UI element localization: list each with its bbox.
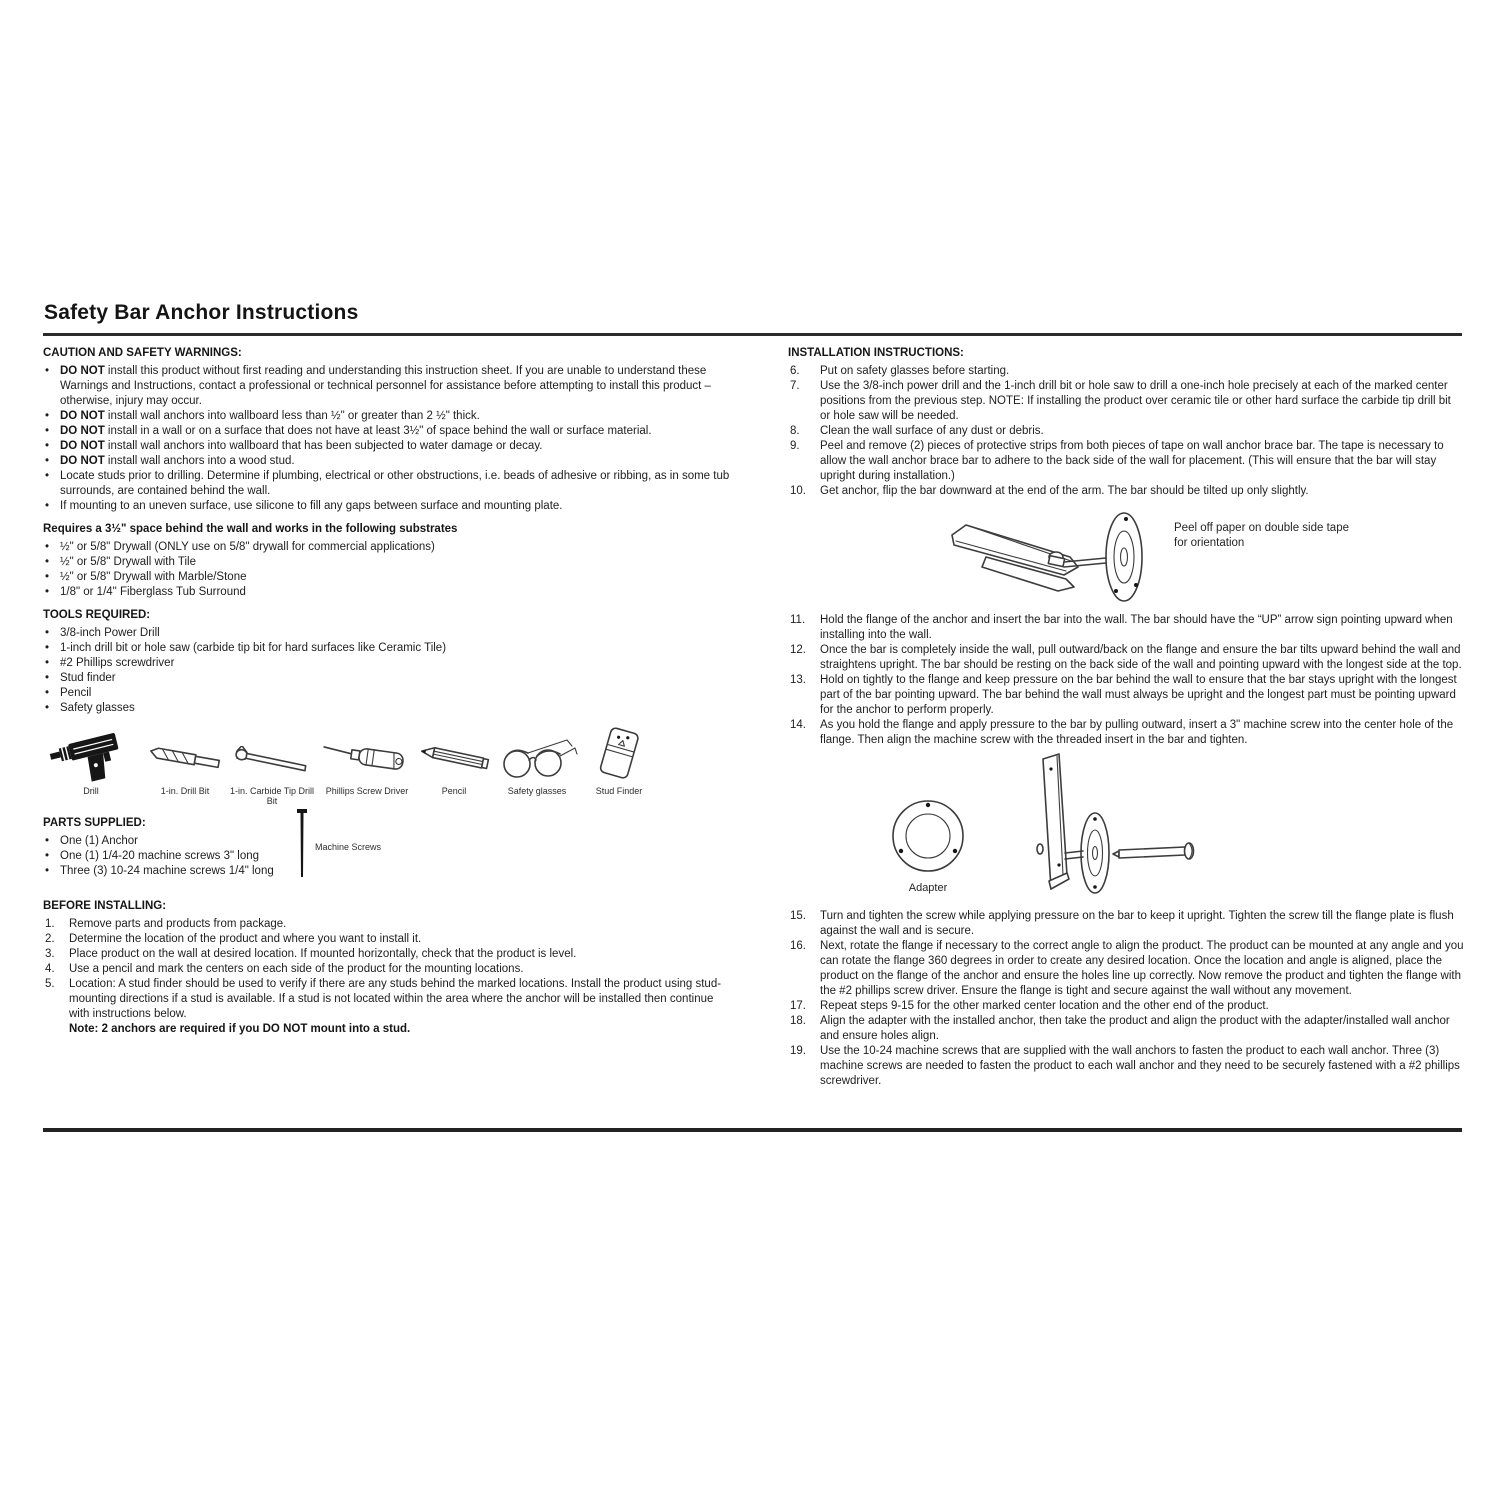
step-number: 13. [790, 674, 806, 686]
carbide-bit-icon [232, 746, 312, 776]
tool-item-text: 3/8-inch Power Drill [60, 627, 160, 639]
tool-item-text: Pencil [60, 687, 92, 699]
bullet-glyph: • [45, 586, 50, 598]
bullet-glyph: • [45, 455, 50, 467]
tool-label: Drill [83, 786, 99, 796]
bullet-glyph: • [45, 702, 50, 714]
substrate-item-text: 1/8" or 1/4" Fiberglass Tub Surround [60, 586, 246, 598]
phillips-screwdriver-icon [321, 742, 413, 774]
bullet-glyph: • [45, 865, 50, 877]
caution-list-item [43, 499, 734, 514]
step-text: Once the bar is completely inside the wall, pull outward/back on the flange and ensure the bar tilts upward behind the wall and straightens upright. The bar should be resting on the back side of the wall and pointing upward with the longest side at the top. [820, 644, 1462, 671]
substrate-item-text: ½" or 5/8" Drywall (ONLY use on 5/8" drywall for commercial applications) [60, 541, 435, 553]
anchor-brace-bar-illustration [946, 505, 1196, 609]
install-step-item [788, 1014, 1464, 1044]
tool-figure-carbide-bit [229, 724, 315, 808]
stud-finder-icon [590, 726, 648, 782]
tools-illustration-row [43, 724, 734, 808]
bullet-glyph: • [45, 440, 50, 452]
step-text: Place product on the wall at desired location. If mounted horizontally, check that the product is level. [69, 948, 577, 960]
tool-label: 1-in. Drill Bit [160, 786, 210, 796]
step-number: 1. [45, 918, 55, 930]
install-step-item [788, 643, 1464, 673]
bullet-glyph: • [45, 627, 50, 639]
tool-label: 1-in. Carbide Tip Drill Bit [229, 786, 315, 806]
tool-list-item [43, 626, 734, 641]
bullet-glyph: • [45, 425, 50, 437]
step-number: 9. [790, 440, 800, 452]
bullet-glyph: • [45, 642, 50, 654]
tool-list-item [43, 686, 734, 701]
caution-list-item [43, 364, 734, 409]
step-number: 5. [45, 978, 55, 990]
part-item-text: One (1) 1/4-20 machine screws 3" long [60, 850, 260, 862]
caution-list-item [43, 409, 734, 424]
before-installing-heading: BEFORE INSTALLING: [43, 900, 167, 912]
caution-list-item [43, 439, 734, 454]
caution-list [43, 364, 734, 514]
adapter-anchor-figure [788, 753, 1464, 903]
figure2-caption: Adapter [908, 882, 948, 894]
bullet-glyph: • [45, 657, 50, 669]
step-number: 8. [790, 425, 800, 437]
part-item-text: Three (3) 10-24 machine screws 1/4" long [60, 865, 274, 877]
tool-figure-safety-glasses [491, 724, 583, 808]
before-step-item [43, 917, 734, 932]
step-number: 2. [45, 933, 55, 945]
left-column [43, 346, 734, 1037]
substrates-list [43, 540, 734, 600]
step-number: 15. [790, 910, 806, 922]
bullet-glyph: • [45, 687, 50, 699]
page-title: Safety Bar Anchor Instructions [44, 301, 359, 324]
substrate-item-text: ½" or 5/8" Drywall with Marble/Stone [60, 571, 247, 583]
caution-item-text: DO NOT install wall anchors into a wood stud. [60, 455, 295, 467]
tool-list-item [43, 656, 734, 671]
install-step-item [788, 613, 1464, 643]
step-number: 19. [790, 1045, 806, 1057]
drill-icon [47, 726, 135, 784]
bullet-glyph: • [45, 571, 50, 583]
caution-item-text: DO NOT install this product without first reading and understanding this instruction sheet. If you are unable to understand these Warnings and Instructions, contact a professional or technical personnel for assistance before attempting to install this product – otherwise, injury may occur. [60, 365, 711, 407]
step-text: As you hold the flange and apply pressure to the bar by pulling outward, insert a 3" machine screw into the center hole of the flange. Then align the machine screw with the threaded insert in the bar and tighten. [820, 719, 1454, 746]
caution-item-text: If mounting to an uneven surface, use silicone to fill any gaps between surface and mounting plate. [60, 500, 563, 512]
tools-heading: TOOLS REQUIRED: [43, 609, 151, 621]
drill-bit-icon [147, 744, 223, 774]
step-number: 12. [790, 644, 806, 656]
bullet-glyph: • [45, 850, 50, 862]
right-column [788, 346, 1464, 1089]
before-step-item [43, 962, 734, 977]
step-text: Repeat steps 9-15 for the other marked center location and the other end of the product. [820, 1000, 1269, 1012]
safety-glasses-icon [493, 734, 581, 780]
step-number: 14. [790, 719, 806, 731]
install-step-item [788, 718, 1464, 748]
step-number: 7. [790, 380, 800, 392]
caution-list-item [43, 469, 734, 499]
bullet-glyph: • [45, 556, 50, 568]
substrate-list-item [43, 585, 734, 600]
install-step-item [788, 379, 1464, 424]
before-step-item [43, 977, 734, 1037]
tool-item-text: 1-inch drill bit or hole saw (carbide tip bit for hard surfaces like Ceramic Tile) [60, 642, 447, 654]
step-number: 3. [45, 948, 55, 960]
substrate-list-item [43, 540, 734, 555]
machine-screw-figure [295, 808, 309, 885]
step-text: Determine the location of the product and where you want to install it. [69, 933, 422, 945]
tool-label: Phillips Screw Driver [325, 786, 409, 796]
step-number: 18. [790, 1015, 806, 1027]
bullet-glyph: • [45, 365, 50, 377]
installation-steps-15-19 [788, 909, 1464, 1089]
before-step-item [43, 932, 734, 947]
caution-item-text: DO NOT install wall anchors into wallboard that has been subjected to water damage or decay. [60, 440, 543, 452]
step-number: 6. [790, 365, 800, 377]
step-number: 4. [45, 963, 55, 975]
step-text: Use the 3/8-inch power drill and the 1-inch drill bit or hole saw to drill a one-inch hole precisely at each of the marked center positions from the previous step. NOTE: If installing the product over ceramic tile or other hard surface the carbide tip drill bit or hole saw will be needed. [820, 380, 1451, 422]
step-text: Align the adapter with the installed anchor, then take the product and align the product with the adapter/installed wall anchor and ensure holes align. [820, 1015, 1450, 1042]
tool-figure-drill [43, 724, 139, 808]
install-step-item [788, 999, 1464, 1014]
part-item-text: One (1) Anchor [60, 835, 138, 847]
install-step-item [788, 484, 1464, 499]
part-list-item [43, 834, 734, 849]
tool-item-text: #2 Phillips screwdriver [60, 657, 175, 669]
tool-label: Pencil [441, 786, 467, 796]
tool-item-text: Safety glasses [60, 702, 135, 714]
substrates-heading: Requires a 3½" space behind the wall and works in the following substrates [43, 523, 458, 535]
bullet-glyph: • [45, 835, 50, 847]
parts-section [43, 816, 734, 879]
installation-steps-11-14 [788, 613, 1464, 748]
machine-screw-label: Machine Screws [315, 842, 382, 852]
step-text: Peel and remove (2) pieces of protective strips from both pieces of tape on wall anchor brace bar. The tape is necessary to allow the wall anchor brace bar to adhere to the back side of the wall for placement. (This will ensure that the bar will stay upright during installation.) [820, 440, 1444, 482]
step-number: 10. [790, 485, 806, 497]
step-number: 11. [790, 614, 806, 626]
caution-item-text: DO NOT install wall anchors into wallboard less than ½" or greater than 2 ½" thick. [60, 410, 480, 422]
parts-heading: PARTS SUPPLIED: [43, 817, 146, 829]
caution-item-text: DO NOT install in a wall or on a surface that does not have at least 3½" of space behind the wall or surface material. [60, 425, 652, 437]
install-step-item [788, 424, 1464, 439]
part-list-item [43, 849, 734, 864]
tool-figure-stud-finder [583, 724, 655, 808]
tool-list-item [43, 641, 734, 656]
installation-steps-6-10 [788, 364, 1464, 499]
substrate-item-text: ½" or 5/8" Drywall with Tile [60, 556, 196, 568]
machine-screw-icon [295, 808, 309, 880]
title-divider-rule [43, 333, 1462, 336]
before-step-item [43, 947, 734, 962]
install-step-item [788, 1044, 1464, 1089]
anchor-brace-bar-figure [788, 505, 1464, 609]
part-list-item [43, 864, 734, 879]
bullet-glyph: • [45, 410, 50, 422]
step-text: Remove parts and products from package. [69, 918, 287, 930]
bullet-glyph: • [45, 672, 50, 684]
step-text: Use a pencil and mark the centers on each side of the product for the mounting locations. [69, 963, 524, 975]
step-text: Next, rotate the flange if necessary to the correct angle to align the product. The product can be mounted at any angle and you can rotate the flange 360 degrees in order to create any desired location. Once the location and angle is aligned, place the product on the flange of the anchor and ensure the holes line up correctly. Now remove the product and tighten the flange with the #2 phillips screw driver. Ensure the flange is tight and secure against the wall without any movement. [820, 940, 1464, 997]
tool-list-item [43, 671, 734, 686]
installation-heading: INSTALLATION INSTRUCTIONS: [788, 347, 964, 359]
caution-list-item [43, 424, 734, 439]
anchor-assembly-illustration [1013, 753, 1213, 901]
parts-list [43, 834, 734, 879]
step-text: Use the 10-24 machine screws that are supplied with the wall anchors to fasten the product to each wall anchor. Three (3) machine screws are needed to fasten the product to each wall anchor and they need to be securely fastened with a #2 phillips screwdriver. [820, 1045, 1460, 1087]
substrate-list-item [43, 555, 734, 570]
before-installing-list [43, 917, 734, 1037]
tool-figure-screwdriver [319, 724, 415, 808]
step-text: Put on safety glasses before starting. [820, 365, 1010, 377]
tool-figure-drill-bit [145, 724, 225, 808]
bottom-divider-rule [43, 1128, 1462, 1132]
step-text: Hold on tightly to the flange and keep pressure on the bar behind the wall to ensure that the bar stays upright with the longest part of the bar pointing upward. The bar behind the wall must always be upright and the longest part must be pointing upward for the anchor to perform properly. [820, 674, 1457, 716]
tool-list-item [43, 701, 734, 716]
install-step-item [788, 939, 1464, 999]
tool-figure-pencil [419, 724, 489, 808]
step-text: Get anchor, flip the bar downward at the end of the arm. The bar should be tilted up only slightly. [820, 485, 1309, 497]
install-step-item [788, 439, 1464, 484]
pencil-icon [418, 744, 490, 772]
install-step-item [788, 364, 1464, 379]
tool-label: Stud Finder [595, 786, 643, 796]
adapter-ring-icon [885, 793, 971, 879]
bullet-glyph: • [45, 541, 50, 553]
tool-item-text: Stud finder [60, 672, 116, 684]
figure1-caption: Peel off paper on double side tape for orientation [1174, 522, 1349, 549]
bullet-glyph: • [45, 470, 50, 482]
step-text: Location: A stud finder should be used to verify if there are any studs behind the marked locations. Install the product using stud-mounting directions if a stud is available. If a stud is not located within the area where the anchor will be installed then continue with instructions below. Note: 2 anchors are required if you DO NOT mount into a stud. [69, 978, 722, 1035]
caution-item-text: Locate studs prior to drilling. Determine if plumbing, electrical or other obstructions, i.e. beads of adhesive or ribbing, as in some tub surrounds, are contained behind the wall. [60, 470, 730, 497]
bullet-glyph: • [45, 500, 50, 512]
install-step-item [788, 909, 1464, 939]
substrate-list-item [43, 570, 734, 585]
caution-list-item [43, 454, 734, 469]
step-text: Hold the flange of the anchor and insert the bar into the wall. The bar should have the “UP” arrow sign pointing upward when installing into the wall. [820, 614, 1453, 641]
step-text: Turn and tighten the screw while applying pressure on the bar to keep it upright. Tighten the screw till the flange plate is flush against the wall and is secure. [820, 910, 1454, 937]
step-text: Clean the wall surface of any dust or debris. [820, 425, 1044, 437]
step-number: 17. [790, 1000, 806, 1012]
tools-list [43, 626, 734, 716]
install-step-item [788, 673, 1464, 718]
caution-heading: CAUTION AND SAFETY WARNINGS: [43, 347, 242, 359]
step-number: 16. [790, 940, 806, 952]
tool-label: Safety glasses [507, 786, 567, 796]
